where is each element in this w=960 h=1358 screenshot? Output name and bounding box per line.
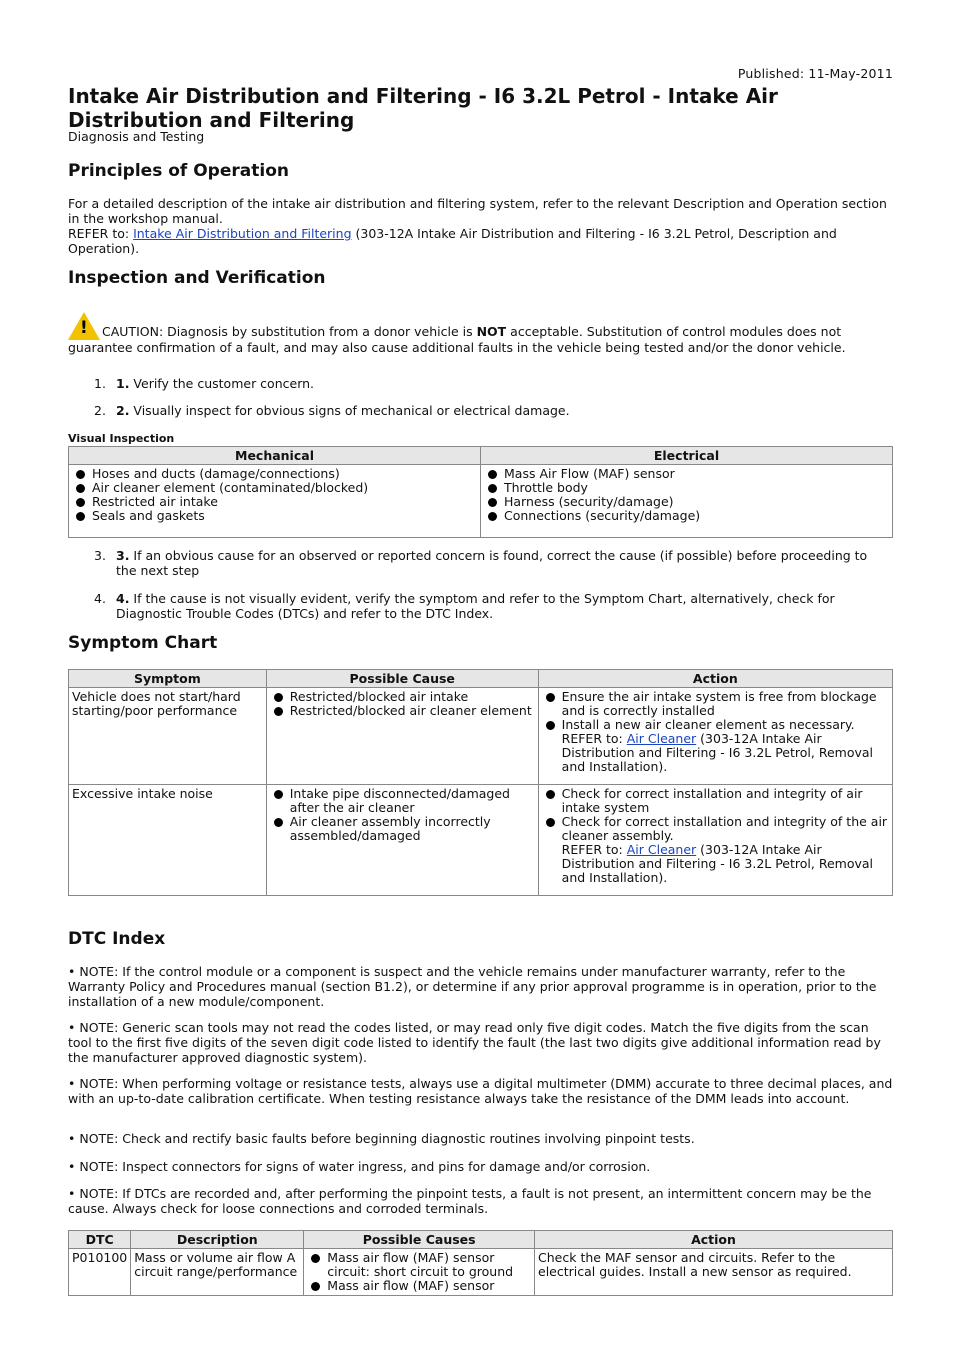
dtc-note: • NOTE: Inspect connectors for signs of water ingress, and pins for damage and/or corrosion. bbox=[68, 1159, 651, 1174]
inspection-heading: Inspection and Verification bbox=[68, 268, 326, 288]
caution-not: NOT bbox=[476, 324, 507, 339]
dtc-description: Mass or volume air flow A circuit range/performance bbox=[131, 1249, 304, 1296]
visual-inspection-caption: Visual Inspection bbox=[68, 432, 175, 445]
list-item: Air cleaner element (contaminated/blocked) bbox=[72, 481, 477, 495]
principles-refer bbox=[68, 226, 893, 256]
refer-suffix: (303-12A Intake Air Distribution and Filtering - I6 3.2L Petrol, Description and Operation). bbox=[68, 226, 837, 256]
page-subtitle: Diagnosis and Testing bbox=[68, 129, 205, 144]
list-item: Harness (security/damage) bbox=[484, 495, 889, 509]
refer-prefix: REFER to: bbox=[68, 226, 134, 241]
list-item: Restricted/blocked air intake bbox=[270, 690, 535, 704]
list-item: Seals and gaskets bbox=[72, 509, 477, 523]
list-item: Hoses and ducts (damage/connections) bbox=[72, 467, 477, 481]
dtc-col-header: DTC bbox=[69, 1231, 131, 1249]
table-row bbox=[69, 1249, 893, 1296]
action-col-header: Action bbox=[535, 1231, 893, 1249]
list-item: Intake pipe disconnected/damaged after the air cleaner bbox=[270, 787, 535, 815]
principles-text: For a detailed description of the intake air distribution and filtering system, refer to the relevant Description and Operation section in the workshop manual. bbox=[68, 196, 887, 226]
table-row bbox=[69, 785, 893, 896]
list-item: Throttle body bbox=[484, 481, 889, 495]
dtc-note: • NOTE: When performing voltage or resistance tests, always use a digital multimeter (DMM) accurate to three decimal places, and with an up-to-date calibration certificate. When testing resistance always take the resistance of the DMM leads into account. bbox=[68, 1076, 893, 1106]
mechanical-list bbox=[72, 467, 477, 523]
electrical-list bbox=[484, 467, 889, 523]
table-row bbox=[69, 688, 893, 785]
list-item: Restricted/blocked air cleaner element bbox=[270, 704, 535, 718]
dtc-note: • NOTE: If the control module or a component is suspect and the vehicle remains under manufacturer warranty, refer to the Warranty Policy and Procedures manual (section B1.2), or determine if any prior approval programme is in operation, prior to the installation of a new module/component. bbox=[68, 964, 877, 1009]
published-date: Published: 11-May-2011 bbox=[737, 66, 893, 81]
dtc-table bbox=[68, 1230, 893, 1296]
air-cleaner-link[interactable]: Air Cleaner bbox=[626, 842, 697, 857]
air-cleaner-link[interactable]: Air Cleaner bbox=[626, 731, 697, 746]
symptom-heading: Symptom Chart bbox=[68, 633, 218, 653]
list-item: Install a new air cleaner element as necessary. REFER to: Air Cleaner (303-12A Intake Air Distribution and Filtering - I6 3.2L Petrol, Removal and Installation). bbox=[542, 718, 889, 774]
list-item: Connections (security/damage) bbox=[484, 509, 889, 523]
caution-text: !CAUTION: Diagnosis by substitution from a donor vehicle is NOT acceptable. Substitution of control modules does not guarantee confirmation of a fault, and may also cause additional faults in the vehicle being tested and/or the donor vehicle. bbox=[68, 312, 893, 356]
list-item: Check for correct installation and integrity of air intake system bbox=[542, 787, 889, 815]
dtc-heading: DTC Index bbox=[68, 929, 166, 949]
description-col-header: Description bbox=[131, 1231, 304, 1249]
dtc-action: Check the MAF sensor and circuits. Refer to the electrical guides. Install a new sensor as required. bbox=[535, 1249, 893, 1296]
warning-icon bbox=[68, 312, 100, 340]
dtc-note: • NOTE: Check and rectify basic faults before beginning diagnostic routines involving pinpoint tests. bbox=[68, 1131, 695, 1146]
causes-col-header: Possible Causes bbox=[304, 1231, 535, 1249]
symptom-table bbox=[68, 669, 893, 896]
cause-col-header: Possible Cause bbox=[266, 670, 538, 688]
action-col-header: Action bbox=[538, 670, 892, 688]
list-item: Mass air flow (MAF) sensor circuit: short circuit to ground bbox=[307, 1251, 531, 1279]
list-item: Check for correct installation and integrity of the air cleaner assembly. REFER to: Air Cleaner (303-12A Intake Air Distribution and Filtering - I6 3.2L Petrol, Removal and Installation). bbox=[542, 815, 889, 885]
dtc-note: • NOTE: If DTCs are recorded and, after performing the pinpoint tests, a fault is not present, an intermittent concern may be the cause. Always check for loose connections and corroded terminals. bbox=[68, 1186, 872, 1216]
list-item: Mass air flow (MAF) sensor bbox=[307, 1279, 531, 1293]
list-item: Air cleaner assembly incorrectly assembled/damaged bbox=[270, 815, 535, 843]
page-title: Intake Air Distribution and Filtering - I6 3.2L Petrol - Intake Air Distribution and Filtering bbox=[68, 84, 778, 132]
symptom-col-header: Symptom bbox=[69, 670, 267, 688]
list-item: Mass Air Flow (MAF) sensor bbox=[484, 467, 889, 481]
symptom-cell: Vehicle does not start/hard starting/poor performance bbox=[69, 688, 267, 785]
intake-air-link[interactable]: Intake Air Distribution and Filtering bbox=[133, 226, 352, 241]
list-item: Restricted air intake bbox=[72, 495, 477, 509]
principles-heading: Principles of Operation bbox=[68, 161, 289, 181]
visual-inspection-table bbox=[68, 446, 893, 538]
dtc-note: • NOTE: Generic scan tools may not read the codes listed, or may read only five digit codes. Match the five digits from the scan tool to the first five digits of the seven digit code listed to identify the fault (the last two digits give additional information read by the manufacturer approved diagnostic system). bbox=[68, 1020, 881, 1065]
dtc-code: P010100 bbox=[69, 1249, 131, 1296]
symptom-cell: Excessive intake noise bbox=[69, 785, 267, 896]
mechanical-header: Mechanical bbox=[69, 447, 481, 465]
list-item: Ensure the air intake system is free from blockage and is correctly installed bbox=[542, 690, 889, 718]
electrical-header: Electrical bbox=[481, 447, 893, 465]
